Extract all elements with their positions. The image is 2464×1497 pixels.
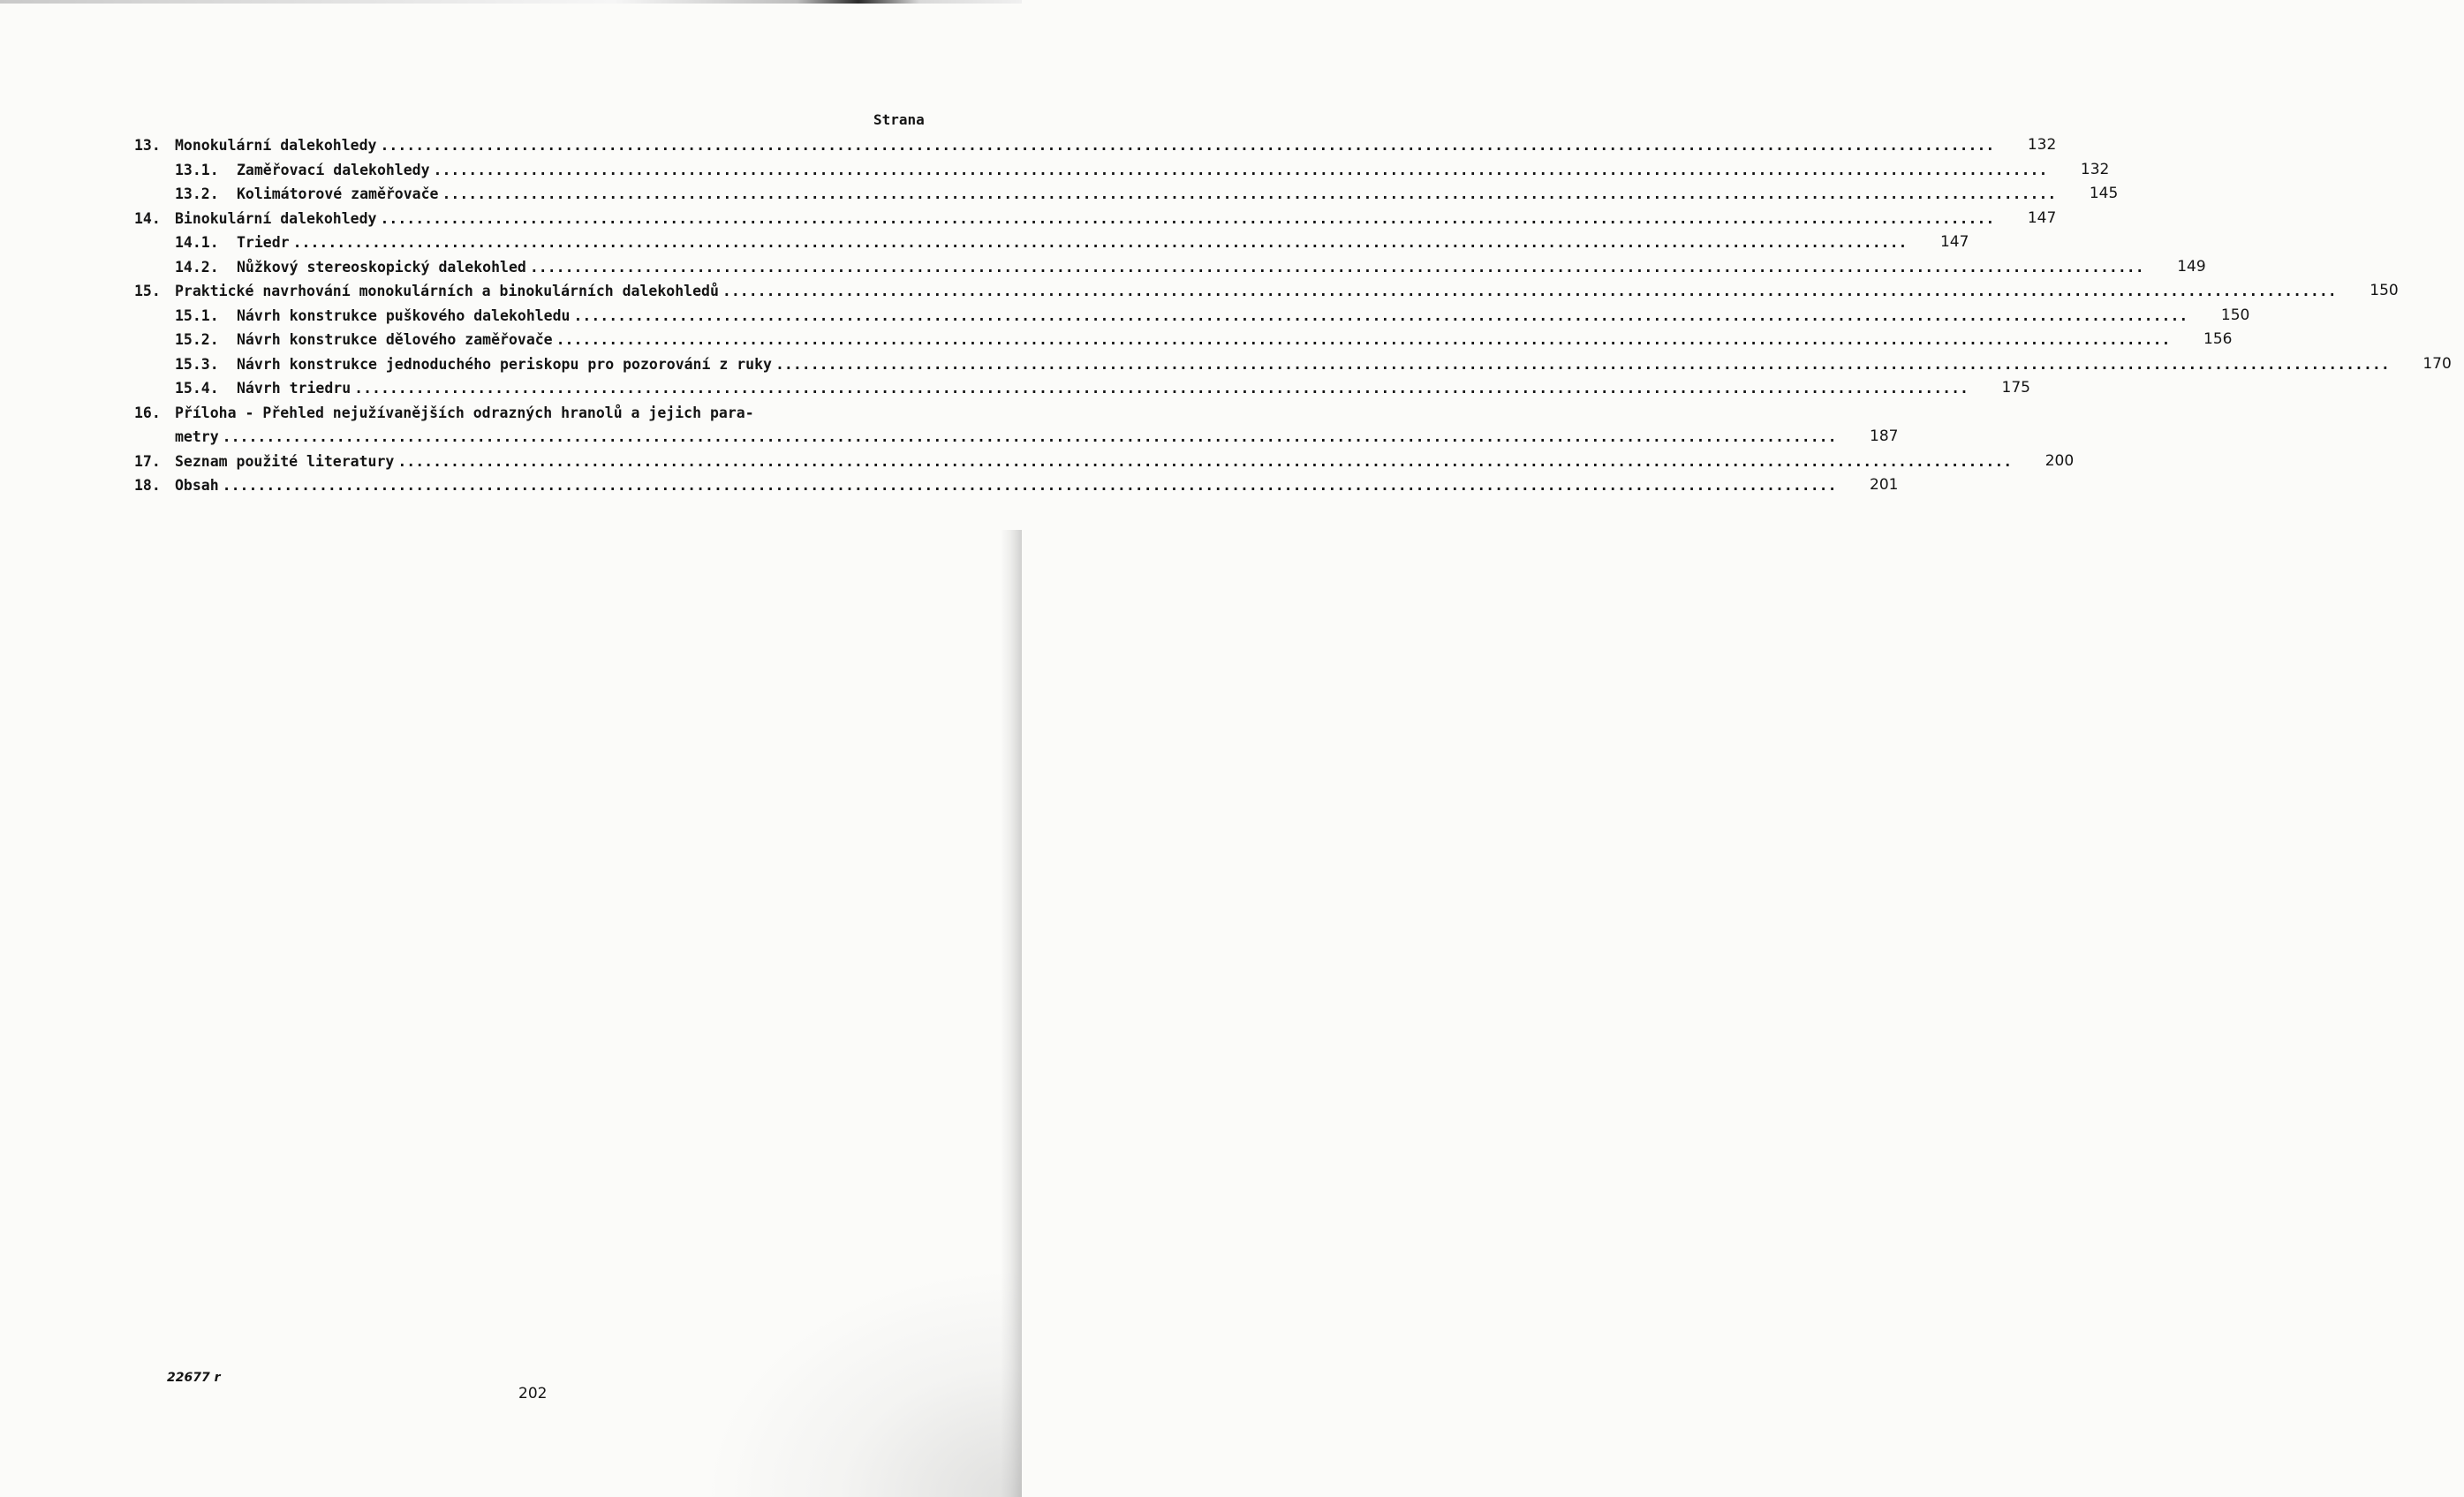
- toc-entry-number: 14.1.: [175, 234, 219, 251]
- toc-dot-leader: [219, 425, 1837, 450]
- toc-entry: [134, 231, 1969, 255]
- toc-entry-title: Návrh konstrukce dělového zaměřovače: [237, 331, 553, 348]
- toc-dot-leader: [772, 352, 2390, 377]
- toc-dot-leader: [553, 328, 2171, 352]
- toc-entry: [134, 425, 1899, 450]
- toc-entry: [134, 401, 936, 426]
- toc-entry-title: Praktické navrhování monokulárních a binokulárních dalekohledů: [175, 283, 719, 299]
- toc-entry-number: 18.: [134, 477, 161, 494]
- toc-entry: [134, 328, 2233, 352]
- toc-dot-leader: [376, 133, 1994, 158]
- toc-entry-number: 17.: [134, 452, 161, 470]
- toc-dot-leader: [290, 231, 1908, 255]
- toc-entry-page: 150: [2220, 306, 2250, 324]
- toc-dot-leader: [571, 304, 2188, 329]
- toc-entry-page: 187: [1870, 427, 1899, 445]
- toc-entry-title: Obsah: [175, 477, 219, 494]
- toc-entry-page: [862, 401, 936, 426]
- scan-top-edge: [0, 0, 1022, 4]
- page-number: 202: [518, 1385, 548, 1402]
- toc-entry-page: 150: [2370, 282, 2399, 299]
- toc-entry-page: 200: [2045, 451, 2075, 470]
- page-column-header: Strana: [873, 111, 925, 128]
- toc-dot-leader: [219, 473, 1837, 498]
- toc-dot-leader: [438, 182, 2056, 207]
- toc-entry-title: Návrh konstrukce jednoduchého periskopu pro pozorování z ruky: [237, 355, 772, 373]
- toc-entry-title: Kolimátorové zaměřovače: [237, 185, 439, 202]
- toc-entry-title: Binokulární dalekohledy: [175, 209, 377, 227]
- toc-entry-title: Seznam použité literatury: [175, 452, 395, 470]
- toc-dot-leader: [526, 255, 2144, 280]
- toc-dot-leader: [430, 158, 2048, 183]
- toc-entry-title: metry: [175, 428, 219, 445]
- toc-entry-title: Návrh triedru: [237, 380, 351, 397]
- print-code: 22677 r: [167, 1371, 221, 1385]
- toc-entry-page: 132: [2027, 136, 2057, 154]
- toc-dot-leader: [754, 401, 862, 426]
- toc-entry-page: 145: [2089, 185, 2119, 202]
- toc-entry: [134, 304, 2250, 329]
- scan-shadow: [704, 1267, 1022, 1497]
- toc-entry-title: Monokulární dalekohledy: [175, 137, 377, 154]
- toc-entry: [134, 133, 2057, 158]
- toc-entry: [134, 279, 2399, 304]
- toc-dot-leader: [719, 279, 2337, 304]
- toc-entry: [134, 352, 2452, 377]
- toc-entry-number: 15.: [134, 283, 161, 299]
- toc-entry-title: Návrh konstrukce puškového dalekohledu: [237, 306, 571, 324]
- toc-entry-title: Zaměřovací dalekohledy: [237, 161, 430, 178]
- toc-entry: [134, 158, 2110, 183]
- toc-entry-title: Příloha - Přehled nejužívanějších odrazných hranolů a jejich para-: [175, 404, 754, 421]
- toc-entry-number: 13.2.: [175, 185, 219, 202]
- toc-entry-number: 14.: [134, 209, 161, 227]
- toc-entry: [134, 473, 1899, 498]
- toc-entry: [134, 182, 2119, 207]
- toc-entry-number: 15.1.: [175, 306, 219, 324]
- toc-entry-page: 147: [2027, 208, 2057, 227]
- toc-entry-title: Nůžkový stereoskopický dalekohled: [237, 258, 526, 276]
- toc-entry-page: 132: [2080, 160, 2110, 178]
- toc-entry-page: 175: [2001, 379, 2030, 397]
- toc-entry-number: 15.4.: [175, 380, 219, 397]
- toc-entry-title: Triedr: [237, 234, 290, 251]
- toc-entry-number: 14.2.: [175, 258, 219, 276]
- toc-entry-number: 15.3.: [175, 355, 219, 373]
- toc-entry-number: 13.1.: [175, 161, 219, 178]
- toc-entry-number: 15.2.: [175, 331, 219, 348]
- toc-dot-leader: [376, 207, 1994, 231]
- toc-entry-page: 201: [1870, 476, 1899, 494]
- toc-entry: [134, 376, 2030, 401]
- toc-dot-leader: [394, 450, 2012, 474]
- toc-entry: [134, 450, 2075, 474]
- table-of-contents: [134, 133, 2452, 498]
- toc-entry-page: 156: [2203, 330, 2233, 348]
- toc-entry-page: 149: [2177, 257, 2206, 276]
- toc-entry-page: 147: [1939, 233, 1969, 251]
- toc-entry: [134, 207, 2057, 231]
- toc-entry-number: 13.: [134, 137, 161, 154]
- toc-entry: [134, 255, 2206, 280]
- toc-entry-page: 170: [2422, 354, 2452, 373]
- toc-entry-number: 16.: [134, 404, 161, 421]
- toc-entry-number: [134, 425, 175, 450]
- toc-dot-leader: [351, 376, 1969, 401]
